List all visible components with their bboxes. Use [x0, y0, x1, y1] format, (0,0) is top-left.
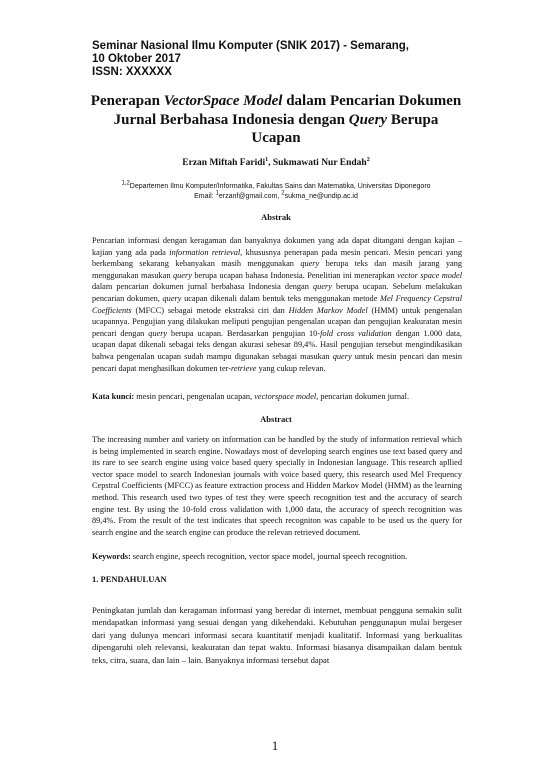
author-affil-mark: 1: [265, 156, 269, 163]
affiliation: [88, 182, 464, 202]
title-text: Berupa Ucapan: [251, 111, 439, 146]
kata-kunci-label: Kata kunci:: [92, 392, 135, 401]
author-separator: ,: [268, 158, 273, 168]
header-line-1: Seminar Nasional Ilmu Komputer (SNIK 2017) - Semarang,: [92, 40, 409, 52]
abstract-body: The increasing number and variety on information can be handled by the study of information retrieval which is being implemented in search engine. Nowadays most of developing search engines use text based query and its rare to see search engine using voice based query specially in Indonesian language. This research apllied vector space model to search Indonesian journals with voice based query, this research used Mel Frequency Cepstral Coefficients (MFCC) as feature extraction process and Hidden Markov Model (HMM) as the learning method. This research used two types of test they were speech recognition test and the accuracy of search engine test. By using the 10-fold cross validation with 1,000 data, the accuracy of speech recognition was 89,4%. From the result of the test indicates that speech recogniton was capable to be used us the query for search engine and the search engine can produce the relevan retrieved document.: [92, 435, 462, 537]
affiliation-department: [88, 182, 464, 192]
header-line-2: 10 Oktober 2017: [92, 53, 181, 65]
kata-kunci: Kata kunci: mesin pencari, pengenalan ucapan, vectorspace model, pencarian dokumen jurnal.: [92, 392, 410, 401]
department-text: Departemen Ilmu Komputer/Informatika, Fakultas Sains dan Matematika, Universitas Diponegoro: [129, 183, 431, 190]
title-text: dalam Pencarian Dokumen Jurnal Berbahasa Indonesia dengan: [113, 93, 462, 128]
affil-mark: 1,2: [121, 180, 130, 187]
email-mark: 1: [215, 190, 219, 197]
email-address: erzanf@gmail.com,: [218, 193, 282, 200]
abstrak-body: Pencarian informasi dengan keragaman dan banyaknya dokumen yang ada dapat ditangani dengan kajian – kajian yang ada pada information retrieval, khususnya penerapan pada mesin pencari. Mesin pencari yang berkembang sekarang kebanyakan masih menggunakan query berupa teks dan masih jarang yang menggunakan masukan query berupa ucapan bahasa Indonesia. Penelitian ini menerapkan vector space model dalam pencarian dokumen jurnal berbahasa Indonesia dengan query berupa ucapan. Sebelum melakukan pencarian dokumen, query ucapan dikenali dalam bentuk teks menggunakan metode Mel Frequency Cepstral Coefficients (MFCC) sebagai metode ekstraksi ciri dan Hidden Markov Model (HMM) untuk pengenalan ucapannya. Pengujian yang dilakukan meliputi pengujian pengenalan ucapan dan pengujian keakuratan mesin pencari dengan query berupa ucapan. Berdasarkan pengujian 10-fold cross validation dengan 1.000 data, ucapan dapat dikenali sebagai teks dengan akurasi sebesar 89,4%. Hasil pengujian tersebut mengindikasikan bahwa pengenalan ucapan sudah mampu digunakan sebagai masukan query untuk mesin pencari dan mesin pencari dapat menghasilkan dokumen ter-retrieve yang cukup relevan.: [92, 236, 463, 373]
abstract-heading: Abstract: [260, 414, 292, 424]
title-italic-text: VectorSpace Model: [163, 93, 283, 109]
affiliation-email: [88, 192, 464, 202]
author-affil-mark: 2: [366, 156, 370, 163]
author-list: [88, 157, 464, 169]
abstrak-heading: Abstrak: [261, 212, 291, 222]
email-label: Email:: [194, 193, 216, 200]
header-line-3: ISSN: XXXXXX: [92, 66, 172, 78]
title-italic-text: Query: [348, 111, 388, 128]
page-number: 1: [271, 738, 279, 753]
paper-title: [88, 92, 464, 148]
running-header: [92, 40, 492, 79]
section-heading: 1. PENDAHULUAN: [92, 574, 167, 584]
email-address: sukma_ne@undip.ac.id: [284, 193, 358, 200]
keywords-label: Keywords:: [92, 552, 131, 561]
author-name: Erzan Miftah Faridi: [182, 158, 266, 168]
title-text: Penerapan: [90, 93, 164, 109]
author-name: Sukmawati Nur Endah: [272, 158, 367, 168]
section-body: Peningkatan jumlah dan keragaman informasi yang beredar di internet, membuat pengguna semakin sulit mendapatkan informasi yang sesuai dengan yang dikehendaki. Kebutuhan penggunapun mulai bergeser dari yang dulunya mencari informasi secara kuantitatif menjadi kualitatif. Informasi yang berkualitas dipengaruhi oleh relevansi, keakuratan dan tepat waktu. Informasi biasanya disampaikan dalam bentuk teks, citra, suara, dan lain – lain. Banyaknya informasi tersebut dapat: [92, 605, 462, 665]
keywords-text: search engine, speech recognition, vector space model, journal speech recognition.: [130, 552, 408, 561]
keywords: [92, 551, 462, 562]
email-mark: 2: [281, 190, 285, 197]
